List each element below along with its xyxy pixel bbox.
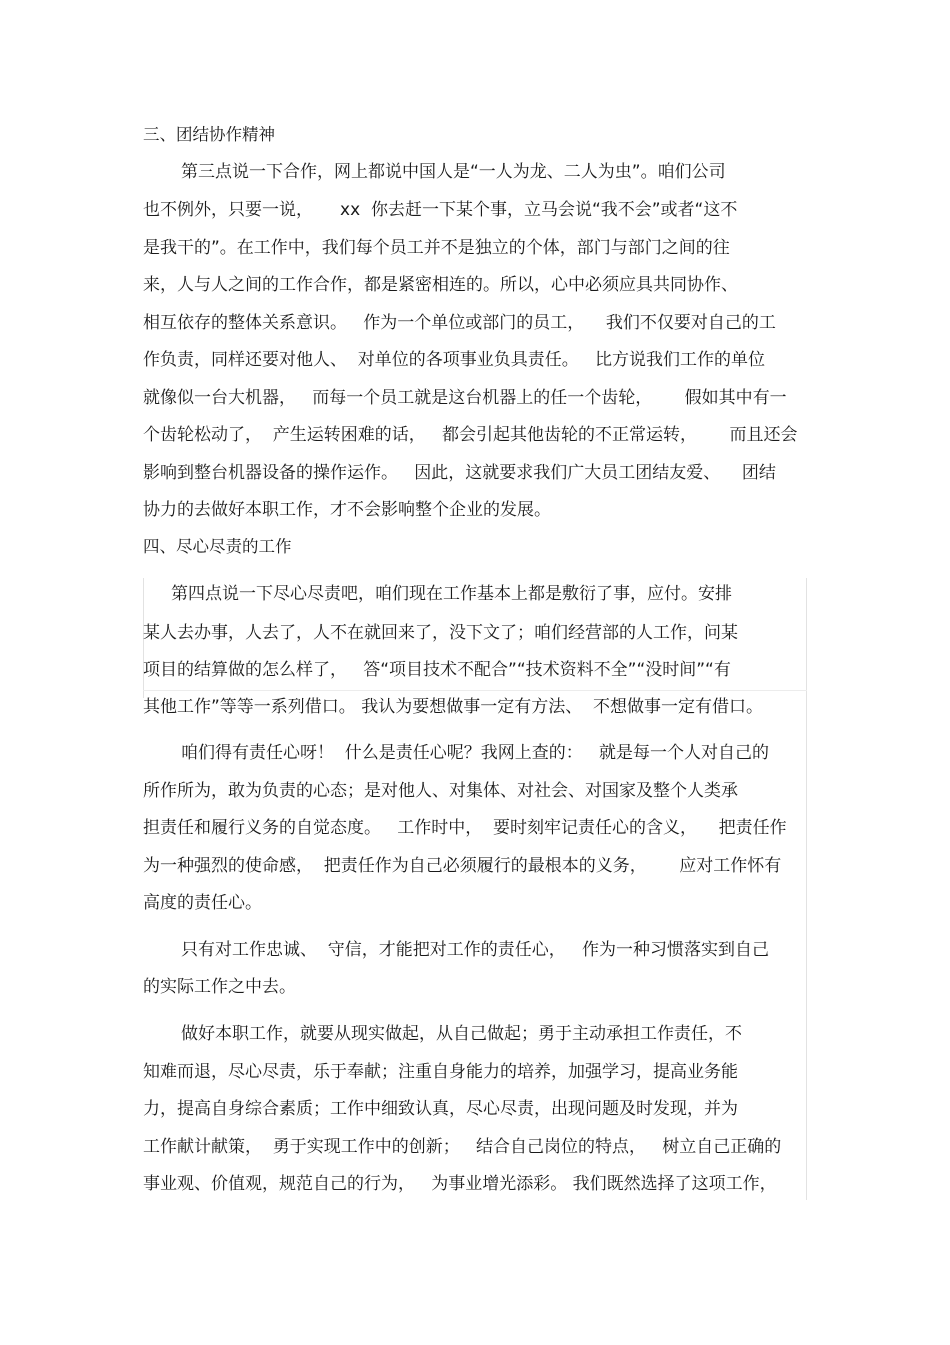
body-line: 只有对工作忠诚、 守信，才能把对工作的责任心， 作为一种习惯落实到自己 — [181, 940, 770, 960]
body-line: 咱们得有责任心呀！ 什么是责任心呢？我网上查的： 就是每一个人对自己的 — [181, 743, 770, 763]
body-line: 为一种强烈的使命感， 把责任作为自己必须履行的最根本的义务， 应对工作怀有 — [143, 856, 782, 876]
body-line: 担责任和履行义务的自觉态度。 工作时中， 要时刻牢记责任心的含义， 把责任作 — [143, 818, 787, 838]
body-line: 工作献计献策， 勇于实现工作中的创新； 结合自己岗位的特点， 树立自己正确的 — [143, 1137, 782, 1157]
body-line: 个齿轮松动了， 产生运转困难的话， 都会引起其他齿轮的不正常运转， 而且还会 — [143, 425, 798, 445]
body-line: 事业观、价值观，规范自己的行为， 为事业增光添彩。 我们既然选择了这项工作， — [143, 1174, 777, 1194]
body-line: 做好本职工作，就要从现实做起，从自己做起；勇于主动承担工作责任，不 — [181, 1024, 742, 1044]
body-line: 的实际工作之中去。 — [143, 977, 296, 997]
body-line: 相互依存的整体关系意识。 作为一个单位或部门的员工， 我们不仅要对自己的工 — [143, 313, 776, 333]
body-line: 高度的责任心。 — [143, 893, 262, 913]
body-line: 协力的去做好本职工作，才不会影响整个企业的发展。 — [143, 500, 551, 520]
body-line: 力，提高自身综合素质；工作中细致认真，尽心尽责，出现问题及时发现，并为 — [143, 1099, 738, 1119]
body-line: 某人去办事，人去了，人不在就回来了，没下文了；咱们经营部的人工作，问某 — [143, 623, 738, 643]
section-heading-3: 三、团结协作精神 — [143, 125, 275, 144]
body-line: 影响到整台机器设备的操作运作。 因此，这就要求我们广大员工团结友爱、 团结 — [143, 463, 776, 483]
body-line: 来，人与人之间的工作合作，都是紧密相连的。所以，心中必须应具共同协作、 — [143, 275, 738, 295]
body-line: 知难而退，尽心尽责，乐于奉献；注重自身能力的培养，加强学习，提高业务能 — [143, 1062, 738, 1082]
body-line: 就像似一台大机器， 而每一个员工就是这台机器上的任一个齿轮， 假如其中有一 — [143, 388, 787, 408]
body-line: 所作所为，敢为负责的心态；是对他人、对集体、对社会、对国家及整个人类承 — [143, 781, 738, 801]
body-line: 第四点说一下尽心尽责吧，咱们现在工作基本上都是敷衍了事，应付。安排 — [171, 584, 732, 604]
body-line: 第三点说一下合作，网上都说中国人是“一人为龙、二人为虫”。咱们公司 — [181, 162, 726, 182]
body-line: 作负责，同样还要对他人、 对单位的各项事业负具责任。 比方说我们工作的单位 — [143, 350, 766, 370]
body-line: 其他工作”等等一系列借口。 我认为要想做事一定有方法、 不想做事一定有借口。 — [143, 697, 764, 717]
body-line: 也不例外，只要一说， xx 你去赶一下某个事，立马会说“我不会”或者“这不 — [143, 200, 738, 220]
paragraph-divider — [143, 690, 807, 691]
body-line: 是我干的”。在工作中，我们每个员工并不是独立的个体，部门与部门之间的往 — [143, 238, 730, 258]
body-line: 项目的结算做的怎么样了， 答“项目技术不配合”“技术资料不全”“没时间”“有 — [143, 660, 731, 680]
section-heading-4: 四、尽心尽责的工作 — [143, 537, 292, 556]
